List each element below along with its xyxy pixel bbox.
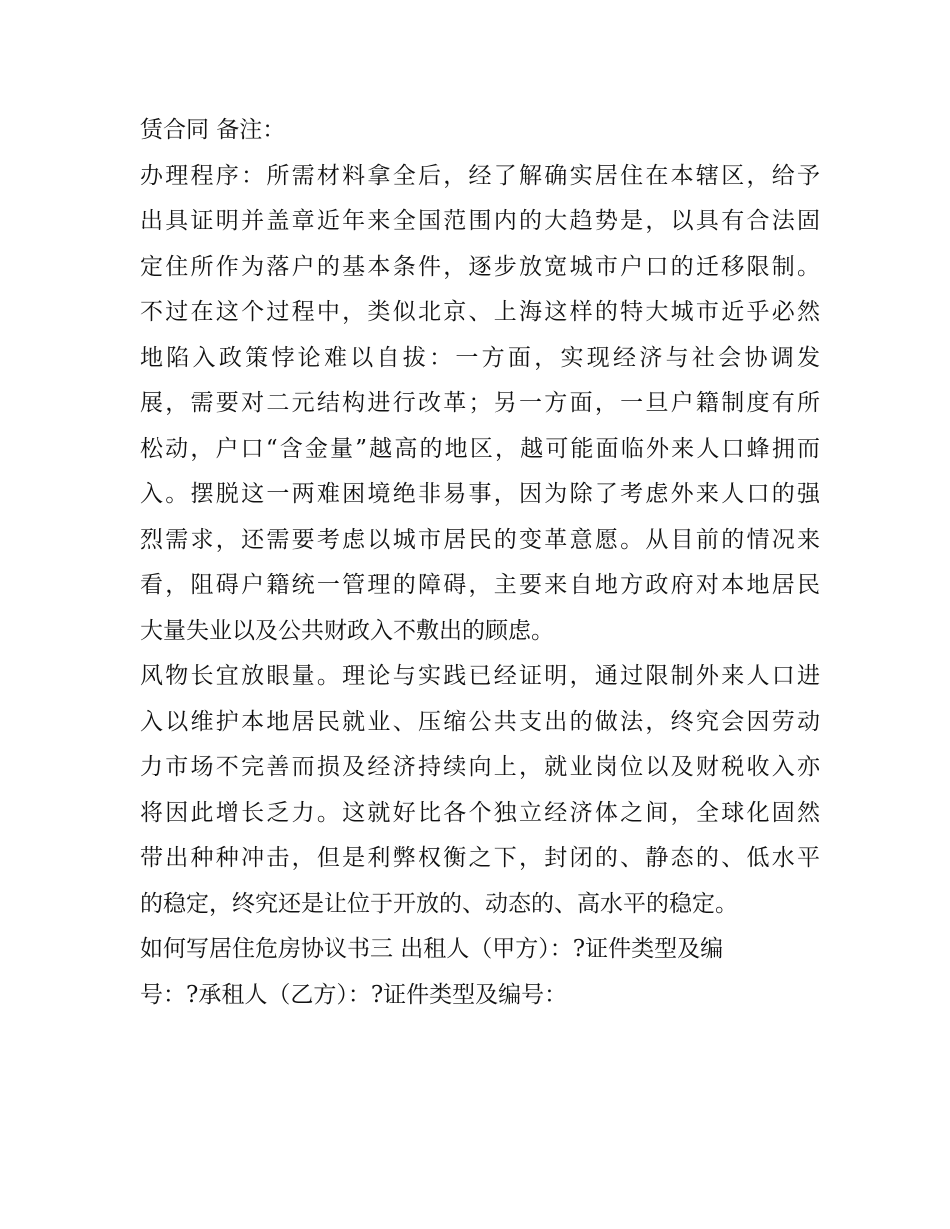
text-line: 地陷入政策悖论难以自拔：一方面，实现经济与社会协调发 (140, 344, 820, 371)
text-line: 出具证明并盖章近年来全国范围内的大趋势是，以具有合法固 (140, 208, 820, 234)
text-line: 展，需要对二元结构进行改革；另一方面，一旦户籍制度有所 (140, 390, 820, 416)
text-line: 入。摆脱这一两难困境绝非易事，因为除了考虑外来人口的强 (140, 481, 820, 507)
text-line: 大量失业以及公共财政入不敷出的顾虑。 (140, 617, 554, 644)
text-line: 带出种种冲击，但是利弊权衡之下，封闭的、静态的、低水平 (140, 845, 820, 871)
text-line: 不过在这个过程中，类似北京、上海这样的特大城市近乎必然 (140, 299, 820, 325)
text-line: 入以维护本地居民就业、压缩公共支出的做法，终究会因劳动 (140, 708, 820, 735)
text-line: 风物长宜放眼量。理论与实践已经证明，通过限制外来人口进 (140, 663, 820, 689)
text-line: 赁合同 备注： (140, 117, 286, 143)
document-body (140, 108, 820, 1018)
text-line: 办理程序：所需材料拿全后，经了解确实居住在本辖区，给予 (140, 162, 820, 189)
text-line: 号：?承租人（乙方）：?证件类型及编号： (140, 981, 568, 1008)
text-line: 如何写居住危房协议书三 出租人（甲方）：?证件类型及编 (140, 936, 724, 962)
text-line: 的稳定，终究还是让位于开放的、动态的、高水平的稳定。 (140, 890, 738, 917)
text-line: 看，阻碍户籍统一管理的障碍，主要来自地方政府对本地居民 (140, 572, 820, 598)
text-line: 烈需求，还需要考虑以城市居民的变革意愿。从目前的情况来 (140, 526, 820, 553)
text-line: 松动，户口“含金量”越高的地区，越可能面临外来人口蜂拥而 (140, 435, 820, 462)
text-line: 力市场不完善而损及经济持续向上，就业岗位以及财税收入亦 (140, 754, 820, 780)
text-line: 将因此增长乏力。这就好比各个独立经济体之间，全球化固然 (140, 799, 820, 826)
text-line: 定住所作为落户的基本条件，逐步放宽城市户口的迁移限制。 (140, 253, 820, 280)
